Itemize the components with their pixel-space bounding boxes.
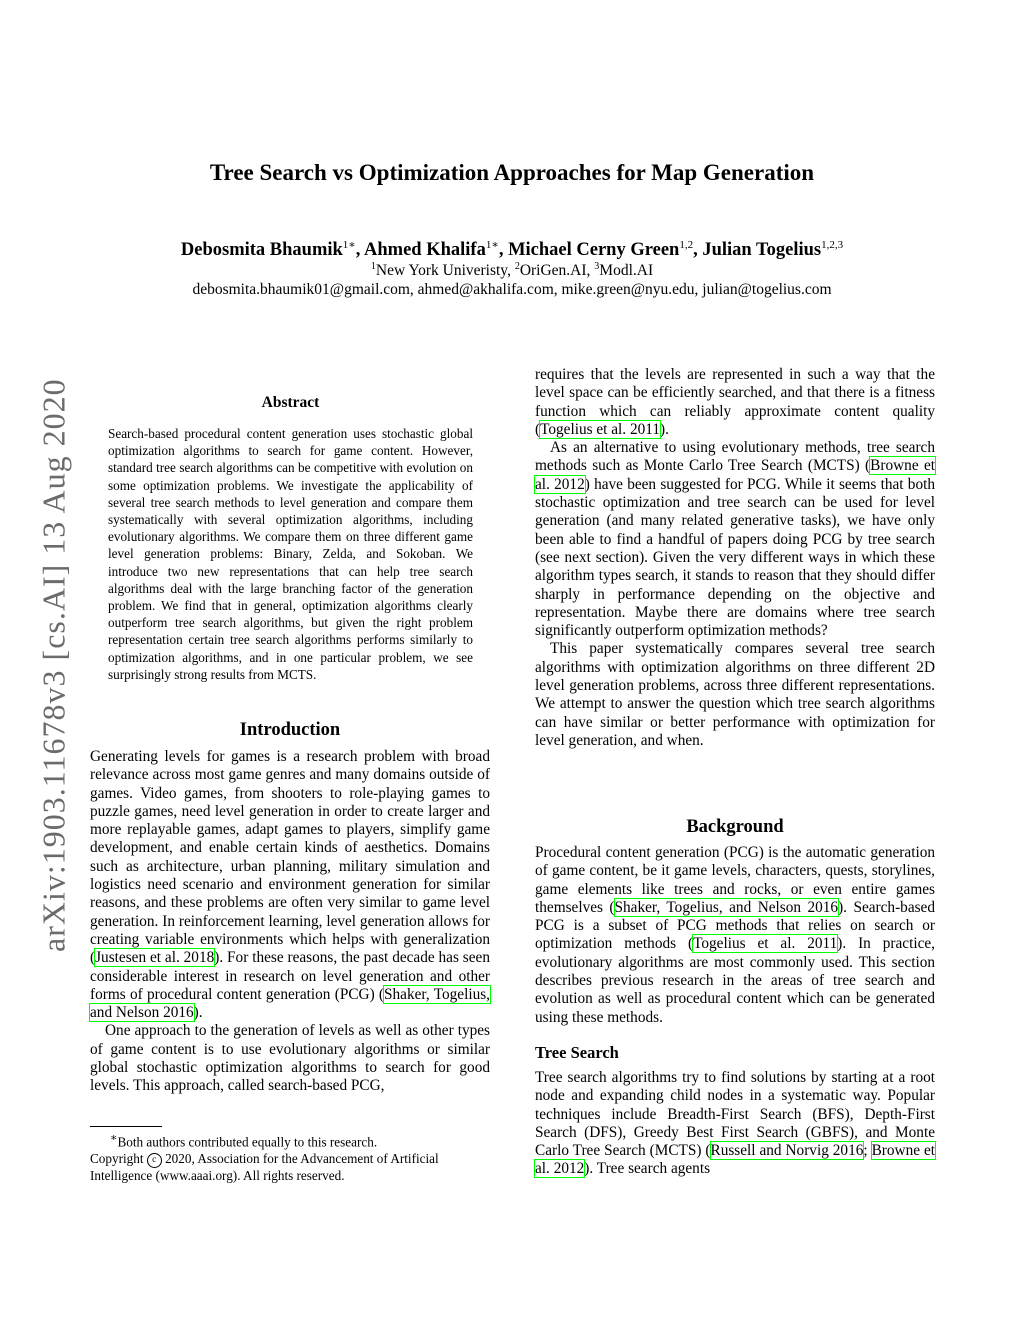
intro-paragraph-2: One approach to the generation of levels as well as other types of game content is to use evolutionary algorithms or similar global stochastic optimization algorithms to search for good levels. This approach, called search-based PCG,: [90, 1022, 490, 1095]
abstract-body: Search-based procedural content generation uses stochastic global optimization algorithms to search for game content. However, standard tree search algorithms can be competitive with evolution on some optimization problems. We investigate the applicability of several tree search methods to level generation and compare them systematically with several optimization algorithms, including evolutionary algorithms. We compare them on three different game level generation problems: Binary, Zelda, and Sokoban. We introduce two new representations that can help tree search algorithms deal with the large branching factor of the generation problem. We find that in general, optimization algorithms clearly outperform tree search algorithms, but given the right problem representation certain tree search algorithms performs similarly to optimization algorithms, and in one particular problem, we see surprisingly strong results from MCTS.: [108, 426, 473, 682]
arxiv-stamp: arXiv:1903.11678v3 [cs.AI] 13 Aug 2020: [35, 378, 72, 952]
footnote-mark: ∗: [110, 1132, 118, 1144]
citation-link[interactable]: Shaker, Togelius, and Nelson 2016: [90, 985, 490, 1022]
background-body: [535, 844, 935, 1027]
introduction-heading: Introduction: [239, 720, 341, 740]
background-text: ). Search-based PCG is a subset of PCG methods that relies on search or optimization methods (: [535, 898, 935, 953]
author-name: Julian Togelius: [702, 240, 822, 261]
author-name: Michael Cerny Green: [508, 240, 680, 261]
citation-link[interactable]: Togelius et al. 2011: [540, 420, 660, 438]
tree-search-text: ). Tree search agents: [584, 1160, 711, 1178]
affil-sup: 3: [594, 261, 600, 272]
background-text: Procedural content generation (PCG) is the automatic generation of game content, be it game levels, characters, quests, storylines, game elements like trees and rocks, or even entire games themselves (: [535, 844, 935, 916]
citation-link[interactable]: Browne et al. 2012: [535, 1142, 936, 1178]
background-heading: Background: [686, 817, 784, 837]
copyright-text: 2020, Association for the Advancement of Artificial Intelligence (www.aaai.org). All rights reserved.: [90, 1150, 439, 1183]
right-column-intro: [535, 366, 935, 750]
affiliations: $^1$New York Univeristy, $^2$OriGen.AI, $^3$Modl.AI: [370, 261, 654, 280]
author-emails: debosmita.bhaumik01@gmail.com, ahmed@akhalifa.com, mike.green@nyu.edu, julian@togelius.com: [192, 281, 832, 298]
intro-text: requires that the levels are represented in such a way that the level space can be efficiently searched, and that there is a fitness function which can reliably approximate content quality (: [535, 366, 935, 438]
intro-text: ). For these reasons, the past decade has seen considerable interest in research on level generation and other forms of procedural content generation (PCG) (: [90, 949, 490, 1003]
citation-link[interactable]: Browne et al. 2012: [535, 457, 935, 493]
citation-link[interactable]: Shaker, Togelius, and Nelson 2016: [614, 898, 839, 916]
copyright-label: Copyright: [90, 1150, 144, 1166]
affil-sup: 1: [370, 261, 376, 272]
abstract-heading: Abstract: [261, 394, 320, 411]
intro-text: ) have been suggested for PCG. While it seems that both stochastic optimization and tree search can be used for level generation (and many related generative tasks), we have only been able to find a handful of papers doing PCG by tree search (see next section). Given the very different ways in which these algorithm types search, it stands to reason that they should differ sharply in performance depending on the objective and representation. Maybe there are domains where tree search significantly outperform optimization methods?: [535, 475, 935, 640]
citation-link[interactable]: Russell and Norvig 2016: [710, 1142, 864, 1160]
intro-text: ).: [193, 1004, 203, 1022]
intro-text: ).: [659, 420, 669, 438]
author-sup: 1∗: [485, 239, 499, 251]
author-list: Debosmita Bhaumik$^{1∗}$, Ahmed Khalifa$^{1∗}$, Michael Cerny Green$^{1,2}$, Julian Togelius$^{1,2,3}$: [180, 239, 844, 261]
tree-search-body: [535, 1069, 935, 1179]
author-sup: 1,2,3: [821, 239, 844, 251]
paper-title: Tree Search vs Optimization Approaches for Map Generation: [209, 160, 815, 185]
copyright-icon: c: [147, 1153, 162, 1168]
footnote-divider: [90, 1126, 162, 1127]
affil-sup: 2: [514, 261, 520, 272]
footnote: [90, 1130, 490, 1184]
citation-link[interactable]: Justesen et al. 2018: [95, 949, 215, 967]
affil-name: OriGen.AI: [519, 262, 587, 280]
intro-text: As an alternative to using evolutionary methods, tree search methods such as Monte Carlo Tree Search (MCTS) (: [535, 439, 935, 475]
intro-paragraph: This paper systematically compares several tree search algorithms with optimization algorithms on three different 2D level generation problems, across three different representations. We attempt to answer the question which tree search algorithms can have similar or better performance with optimization for level generation, and when.: [535, 640, 935, 749]
tree-search-text: Tree search algorithms try to find solutions by starting at a root node and expanding child nodes in a systematic way. Popular techniques include Breadth-First Search (BFS), Depth-First Search (DFS), Greedy Best First Search (GBFS), and Monte Carlo Tree Search (MCTS) (: [535, 1069, 935, 1160]
tree-search-heading: Tree Search: [535, 1043, 619, 1062]
introduction-body: [90, 748, 490, 1096]
author-sup: 1,2: [679, 239, 694, 251]
affil-name: New York Univeristy: [375, 262, 508, 280]
author-name: Ahmed Khalifa: [364, 240, 486, 261]
citation-link[interactable]: Togelius et al. 2011: [693, 935, 838, 953]
author-name: Debosmita Bhaumik: [180, 240, 343, 261]
citation-separator: ;: [863, 1142, 872, 1160]
intro-text: Generating levels for games is a research problem with broad relevance across most game genres and many domains outside of games. Video games, from shooters to role-playing games to puzzle games, need level generation in order to create larger and more replayable games, adapt games to players, simplify game development, and enable certain kinds of aesthetics. Domains such as architecture, urban planning, military simulation and logistics need scenario and environment generation for similar reasons, and these problems are often very similar to game level generation. In reinforcement learning, level generation allows for creating variable environments which helps with generalization (: [90, 748, 490, 967]
affil-name: Modl.AI: [599, 262, 654, 280]
background-text: ). In practice, evolutionary algorithms are most commonly used. This section describes previous research in the areas of tree search and evolution as well as procedural content which can be generated using these methods.: [535, 935, 935, 1026]
author-sup: 1∗: [342, 239, 356, 251]
footnote-text: Both authors contributed equally to this research.: [117, 1134, 378, 1150]
